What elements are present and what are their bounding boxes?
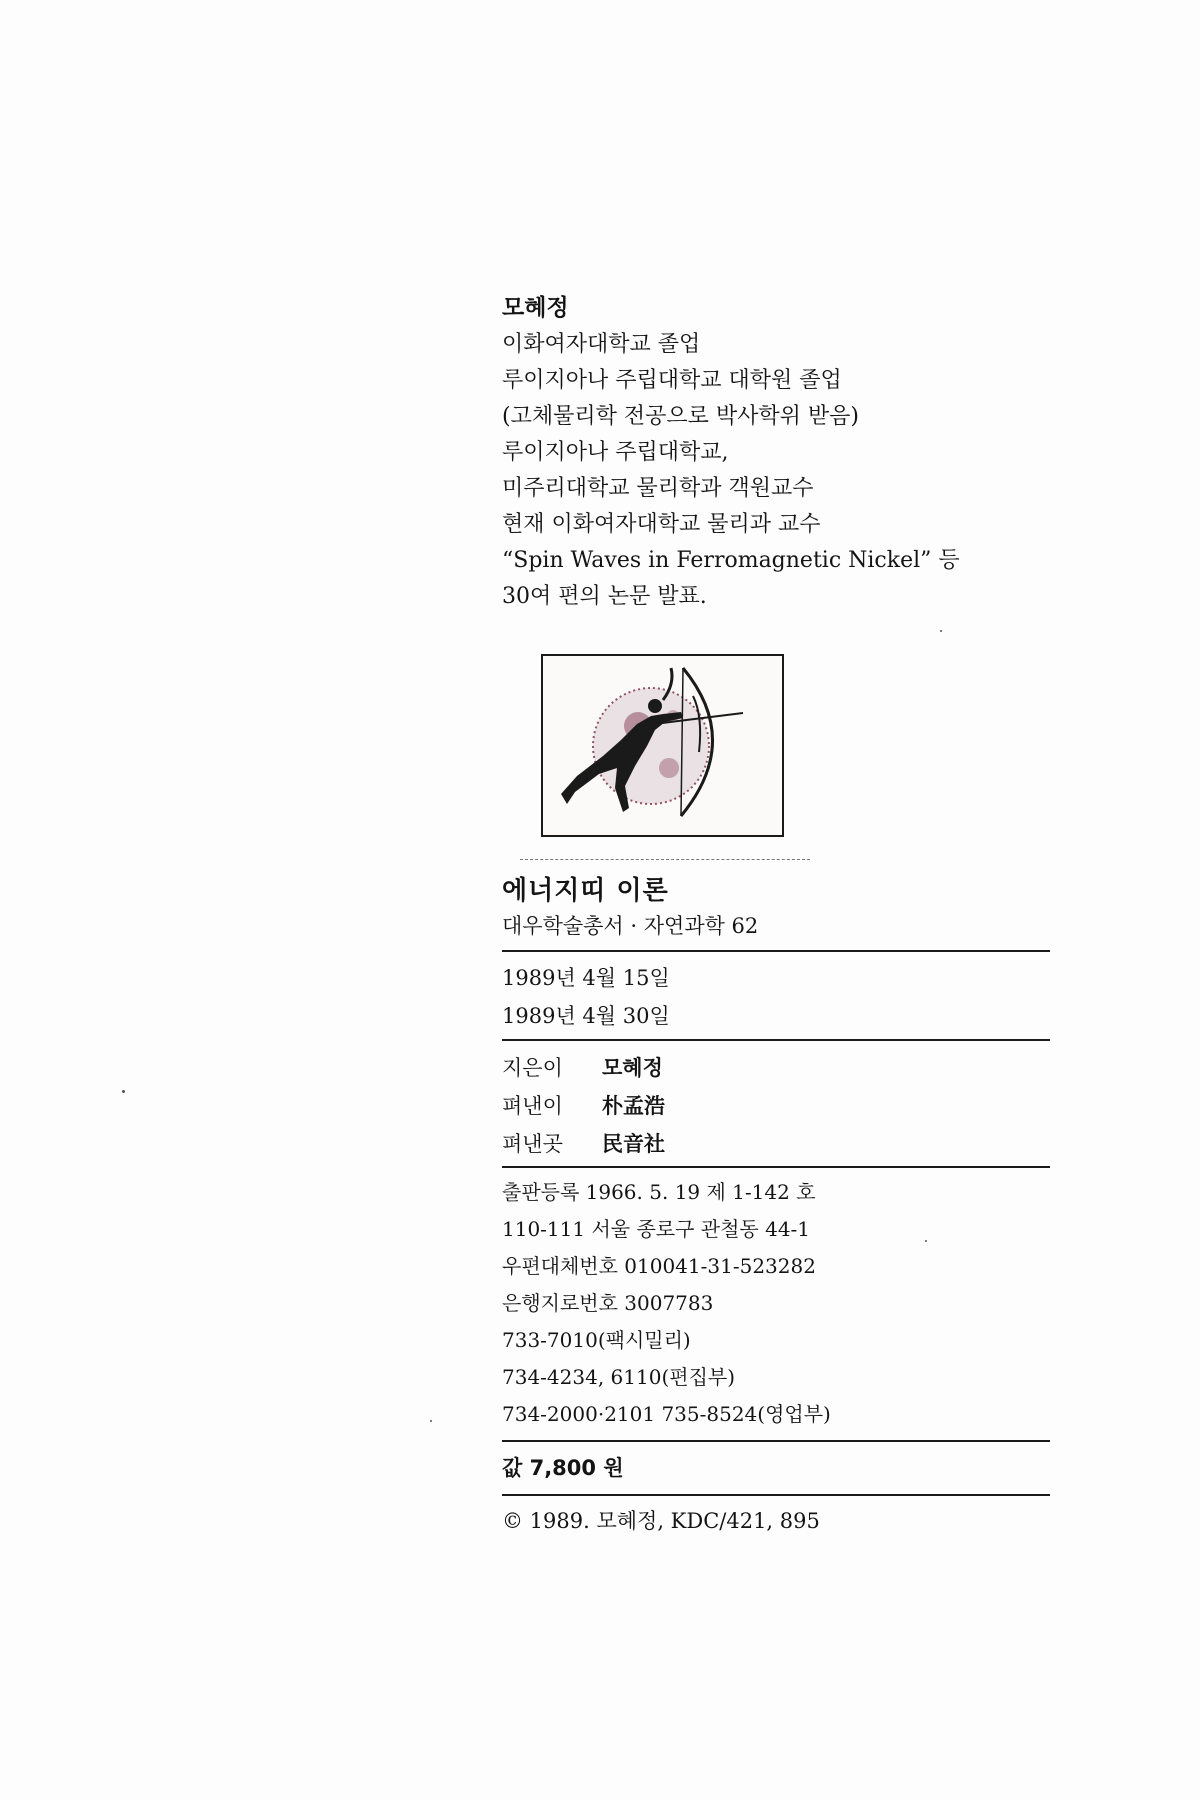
bio-line: 30여 편의 논문 발표.: [502, 584, 707, 609]
credit-value: 民音社: [602, 1132, 665, 1156]
publisher-line: 733-7010(팩시밀리): [502, 1328, 691, 1352]
date-line: 1989년 4월 30일: [502, 1004, 670, 1028]
bio-line: 이화여자대학교 졸업: [502, 332, 701, 357]
publisher-line: 우편대체번호 010041-31-523282: [502, 1254, 816, 1278]
divider: [502, 1440, 1050, 1442]
credit-value: 모혜정: [602, 1056, 663, 1080]
credit-row: [502, 1087, 665, 1125]
credit-row: [502, 1049, 665, 1087]
series-label: 대우학술총서 · 자연과학 62: [502, 914, 759, 938]
bio-line: 미주리대학교 물리학과 객원교수: [502, 476, 814, 501]
archer-emblem-icon: [543, 656, 782, 835]
bio-line: 루이지아나 주립대학교 대학원 졸업: [502, 368, 842, 393]
credit-label: 지은이: [502, 1056, 563, 1080]
credit-value: 朴孟浩: [602, 1094, 665, 1118]
bio-line: 현재 이화여자대학교 물리과 교수: [502, 512, 821, 537]
publisher-line: 은행지로번호 3007783: [502, 1291, 714, 1315]
bio-line: “Spin Waves in Ferromagnetic Nickel” 등: [502, 548, 960, 573]
publisher-line: 734-4234, 6110(편집부): [502, 1365, 736, 1389]
scan-speck: [122, 1090, 125, 1093]
scan-speck: [430, 1420, 432, 1422]
publisher-info: [502, 1174, 831, 1433]
credits: [502, 1049, 665, 1163]
credit-label: 펴낸곳: [502, 1132, 563, 1156]
publisher-line: 출판등록 1966. 5. 19 제 1-142 호: [502, 1180, 816, 1204]
divider: [502, 1494, 1050, 1496]
publisher-line: 734-2000·2101 735-8524(영업부): [502, 1402, 831, 1426]
author-name: 모혜정: [502, 295, 569, 321]
book-title: 에너지띠 이론: [502, 876, 669, 906]
divider: [502, 950, 1050, 952]
divider: [520, 859, 810, 860]
bio-line: (고체물리학 전공으로 박사학위 받음): [502, 404, 859, 429]
publication-dates: [502, 959, 670, 1035]
divider: [502, 1166, 1050, 1168]
publisher-line: 110-111 서울 종로구 관철동 44-1: [502, 1217, 811, 1241]
scan-speck: [925, 1240, 927, 1242]
price: 값 7,800 원: [502, 1456, 624, 1480]
copyright-line: © 1989. 모혜정, KDC/421, 895: [502, 1509, 820, 1533]
scan-speck: [940, 630, 942, 632]
credit-row: [502, 1125, 665, 1163]
divider: [502, 1039, 1050, 1041]
author-bio: [502, 327, 960, 615]
date-line: 1989년 4월 15일: [502, 966, 670, 990]
publisher-logo: [541, 654, 784, 837]
bio-line: 루이지아나 주립대학교,: [502, 440, 729, 465]
credit-label: 펴낸이: [502, 1094, 563, 1118]
